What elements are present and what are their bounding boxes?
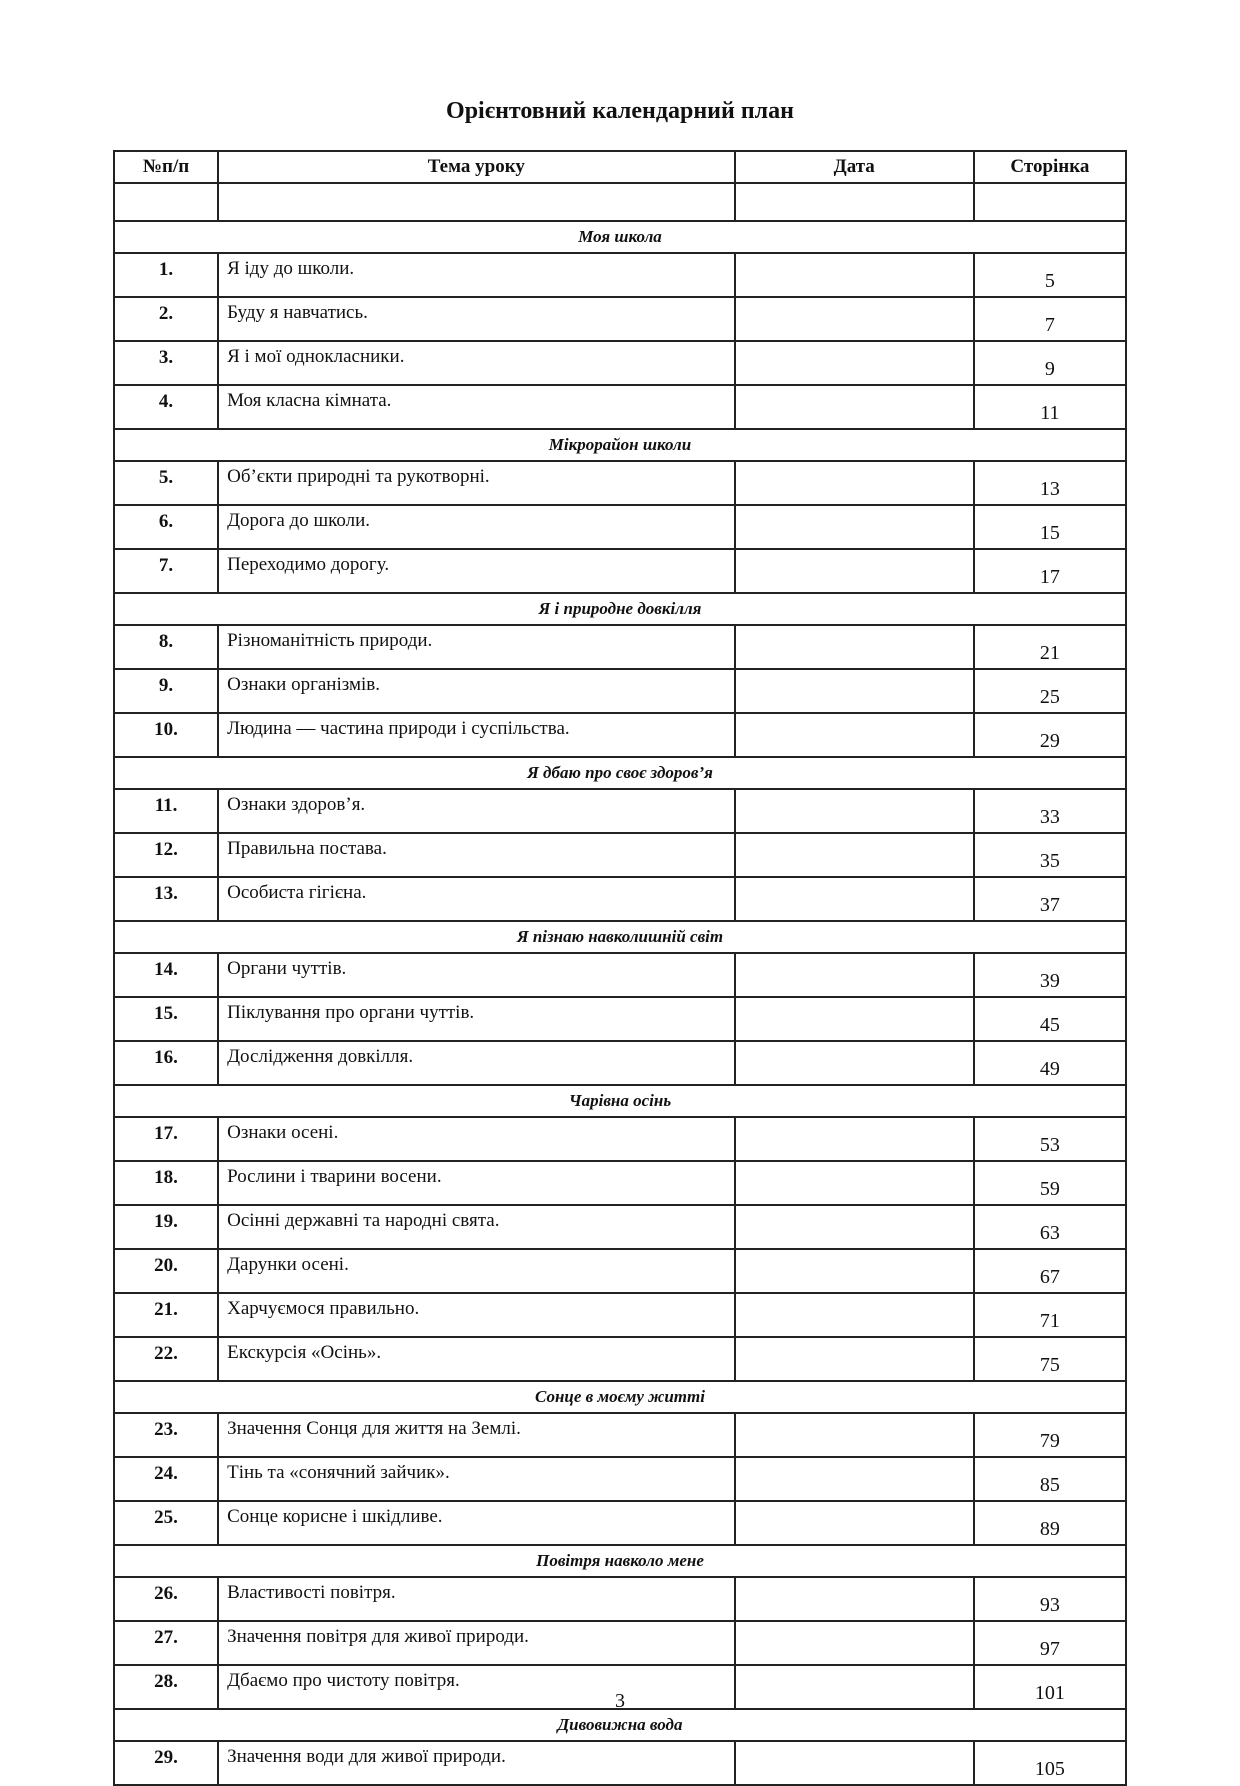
section-row [114, 1381, 1126, 1413]
lesson-topic: Харчуємося правильно. [218, 1293, 735, 1337]
lesson-page: 21 [974, 625, 1126, 669]
lesson-date[interactable] [735, 713, 974, 757]
table-row [114, 997, 1126, 1041]
table-row [114, 625, 1126, 669]
lesson-page: 29 [974, 713, 1126, 757]
table-row [114, 1337, 1126, 1381]
lesson-date[interactable] [735, 341, 974, 385]
lesson-date[interactable] [735, 253, 974, 297]
table-row [114, 669, 1126, 713]
lesson-topic: Ознаки організмів. [218, 669, 735, 713]
lesson-topic: Екскурсія «Осінь». [218, 1337, 735, 1381]
lesson-page: 35 [974, 833, 1126, 877]
lesson-page: 39 [974, 953, 1126, 997]
blank-cell [974, 183, 1126, 221]
lesson-date[interactable] [735, 1413, 974, 1457]
lesson-date[interactable] [735, 1621, 974, 1665]
table-header-row [114, 151, 1126, 183]
lesson-topic: Я іду до школи. [218, 253, 735, 297]
table-row [114, 877, 1126, 921]
section-row [114, 221, 1126, 253]
blank-cell [114, 183, 218, 221]
lesson-page: 11 [974, 385, 1126, 429]
lesson-number: 27. [114, 1621, 218, 1665]
lesson-number: 24. [114, 1457, 218, 1501]
table-row [114, 461, 1126, 505]
lesson-page: 93 [974, 1577, 1126, 1621]
table-row [114, 1205, 1126, 1249]
section-row [114, 429, 1126, 461]
table-row [114, 385, 1126, 429]
header-topic: Тема уроку [218, 151, 735, 183]
lesson-date[interactable] [735, 1205, 974, 1249]
page-title: Орієнтовний календарний план [446, 98, 794, 124]
lesson-number: 19. [114, 1205, 218, 1249]
section-title: Дивовижна вода [114, 1709, 1126, 1741]
lesson-page: 71 [974, 1293, 1126, 1337]
lesson-topic: Людина — частина природи і суспільства. [218, 713, 735, 757]
lesson-topic: Органи чуттів. [218, 953, 735, 997]
section-title: Сонце в моєму житті [114, 1381, 1126, 1413]
lesson-date[interactable] [735, 1741, 974, 1785]
lesson-number: 10. [114, 713, 218, 757]
lesson-date[interactable] [735, 1041, 974, 1085]
table-row [114, 1117, 1126, 1161]
lesson-date[interactable] [735, 877, 974, 921]
lesson-date[interactable] [735, 549, 974, 593]
lesson-number: 20. [114, 1249, 218, 1293]
table-row [114, 713, 1126, 757]
section-title: Я дбаю про своє здоров’я [114, 757, 1126, 789]
table-row [114, 1041, 1126, 1085]
lesson-topic: Тінь та «сонячний зайчик». [218, 1457, 735, 1501]
lesson-number: 16. [114, 1041, 218, 1085]
lesson-date[interactable] [735, 1249, 974, 1293]
section-title: Повітря навколо мене [114, 1545, 1126, 1577]
lesson-number: 14. [114, 953, 218, 997]
table-row [114, 1577, 1126, 1621]
lesson-page: 79 [974, 1413, 1126, 1457]
lesson-topic: Значення води для живої природи. [218, 1741, 735, 1785]
table-row [114, 1741, 1126, 1785]
section-title: Моя школа [114, 221, 1126, 253]
lesson-topic: Дбаємо про чистоту повітря. [218, 1665, 735, 1709]
lesson-page: 5 [974, 253, 1126, 297]
lesson-topic: Значення повітря для живої природи. [218, 1621, 735, 1665]
lesson-page: 15 [974, 505, 1126, 549]
lesson-page: 97 [974, 1621, 1126, 1665]
lesson-topic: Правильна постава. [218, 833, 735, 877]
section-row [114, 757, 1126, 789]
lesson-page: 53 [974, 1117, 1126, 1161]
lesson-number: 6. [114, 505, 218, 549]
header-date: Дата [735, 151, 974, 183]
lesson-page: 13 [974, 461, 1126, 505]
lesson-date[interactable] [735, 1293, 974, 1337]
section-row [114, 921, 1126, 953]
lesson-number: 25. [114, 1501, 218, 1545]
lesson-date[interactable] [735, 833, 974, 877]
table-row [114, 1161, 1126, 1205]
lesson-number: 8. [114, 625, 218, 669]
lesson-topic: Дорога до школи. [218, 505, 735, 549]
table-row [114, 1457, 1126, 1501]
table-row [114, 549, 1126, 593]
lesson-number: 12. [114, 833, 218, 877]
lesson-number: 26. [114, 1577, 218, 1621]
lesson-date[interactable] [735, 997, 974, 1041]
lesson-topic: Ознаки осені. [218, 1117, 735, 1161]
lesson-page: 85 [974, 1457, 1126, 1501]
section-title: Я пізнаю навколишній світ [114, 921, 1126, 953]
lesson-topic: Дарунки осені. [218, 1249, 735, 1293]
lesson-page: 17 [974, 549, 1126, 593]
lesson-topic: Рослини і тварини восени. [218, 1161, 735, 1205]
lesson-topic: Переходимо дорогу. [218, 549, 735, 593]
blank-row [114, 183, 1126, 221]
lesson-topic: Я і мої однокласники. [218, 341, 735, 385]
header-num: №п/п [114, 151, 218, 183]
lesson-number: 2. [114, 297, 218, 341]
lesson-number: 7. [114, 549, 218, 593]
lesson-page: 105 [974, 1741, 1126, 1785]
lesson-date[interactable] [735, 1457, 974, 1501]
lesson-topic: Сонце корисне і шкідливе. [218, 1501, 735, 1545]
section-row [114, 1545, 1126, 1577]
lesson-topic: Властивості повітря. [218, 1577, 735, 1621]
lesson-topic: Осінні державні та народні свята. [218, 1205, 735, 1249]
table-row [114, 341, 1126, 385]
lesson-date[interactable] [735, 953, 974, 997]
lesson-page: 63 [974, 1205, 1126, 1249]
table-row [114, 833, 1126, 877]
lesson-number: 28. [114, 1665, 218, 1709]
lesson-date[interactable] [735, 1501, 974, 1545]
lesson-number: 23. [114, 1413, 218, 1457]
lesson-page: 75 [974, 1337, 1126, 1381]
table-body [114, 183, 1126, 1785]
table-row [114, 297, 1126, 341]
lesson-topic: Значення Сонця для життя на Землі. [218, 1413, 735, 1457]
lesson-number: 9. [114, 669, 218, 713]
lesson-page: 67 [974, 1249, 1126, 1293]
lesson-page: 49 [974, 1041, 1126, 1085]
lesson-number: 22. [114, 1337, 218, 1381]
lesson-number: 3. [114, 341, 218, 385]
lesson-date[interactable] [735, 789, 974, 833]
lesson-number: 4. [114, 385, 218, 429]
lesson-number: 15. [114, 997, 218, 1041]
lesson-number: 13. [114, 877, 218, 921]
lesson-topic: Дослідження довкілля. [218, 1041, 735, 1085]
lesson-date[interactable] [735, 461, 974, 505]
blank-cell [735, 183, 974, 221]
lesson-topic: Буду я навчатись. [218, 297, 735, 341]
section-row [114, 1085, 1126, 1117]
lesson-date[interactable] [735, 297, 974, 341]
lesson-number: 21. [114, 1293, 218, 1337]
lesson-date[interactable] [735, 669, 974, 713]
section-row [114, 593, 1126, 625]
lesson-number: 18. [114, 1161, 218, 1205]
section-title: Я і природне довкілля [114, 593, 1126, 625]
blank-cell [218, 183, 735, 221]
lesson-date[interactable] [735, 625, 974, 669]
section-title: Мікрорайон школи [114, 429, 1126, 461]
lesson-page: 7 [974, 297, 1126, 341]
lesson-page: 59 [974, 1161, 1126, 1205]
table-row [114, 1293, 1126, 1337]
table-row [114, 1413, 1126, 1457]
lesson-topic: Моя класна кімната. [218, 385, 735, 429]
table-row [114, 505, 1126, 549]
table-row [114, 1501, 1126, 1545]
lesson-topic: Особиста гігієна. [218, 877, 735, 921]
lesson-date[interactable] [735, 1337, 974, 1381]
calendar-plan-table [113, 150, 1127, 1786]
lesson-date[interactable] [735, 1161, 974, 1205]
section-title: Чарівна осінь [114, 1085, 1126, 1117]
header-page: Сторінка [974, 151, 1126, 183]
table-row [114, 789, 1126, 833]
lesson-page: 33 [974, 789, 1126, 833]
page-number: 3 [615, 1690, 625, 1712]
lesson-page: 101 [974, 1665, 1126, 1709]
table-row [114, 953, 1126, 997]
lesson-date[interactable] [735, 385, 974, 429]
lesson-page: 9 [974, 341, 1126, 385]
lesson-date[interactable] [735, 505, 974, 549]
section-row [114, 1709, 1126, 1741]
lesson-page: 25 [974, 669, 1126, 713]
lesson-page: 37 [974, 877, 1126, 921]
lesson-number: 1. [114, 253, 218, 297]
lesson-number: 5. [114, 461, 218, 505]
lesson-topic: Піклування про органи чуттів. [218, 997, 735, 1041]
lesson-page: 45 [974, 997, 1126, 1041]
lesson-topic: Різноманітність природи. [218, 625, 735, 669]
lesson-number: 11. [114, 789, 218, 833]
lesson-date[interactable] [735, 1577, 974, 1621]
table-row [114, 1621, 1126, 1665]
table-row [114, 1249, 1126, 1293]
lesson-topic: Ознаки здоров’я. [218, 789, 735, 833]
lesson-page: 89 [974, 1501, 1126, 1545]
lesson-number: 29. [114, 1741, 218, 1785]
lesson-number: 17. [114, 1117, 218, 1161]
table-row [114, 253, 1126, 297]
lesson-date[interactable] [735, 1117, 974, 1161]
lesson-topic: Об’єкти природні та рукотворні. [218, 461, 735, 505]
